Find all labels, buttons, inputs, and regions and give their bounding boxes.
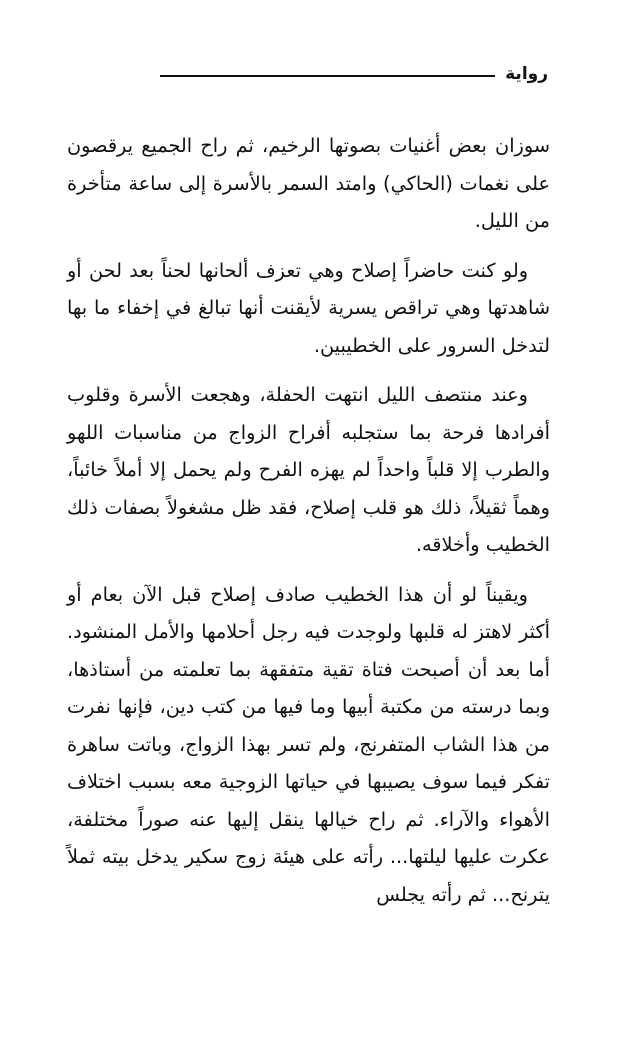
paragraph: وعند منتصف الليل انتهت الحفلة، وهجعت الأسرة وقلوب أفرادها فرحة بما ستجلبه أفراح الزواج من مناسبات اللهو والطرب إلا قلباً واحداً لم يهزه الفرح ولم يحمل إلا أملاً خائباً، وهماً ثقيلاً، ذلك هو قلب إصلاح، فقد ظل مشغولاً بصفات ذلك الخطيب وأخلاقه. [67,383,550,556]
header-rule [160,75,495,77]
running-header [160,62,548,86]
paragraph: سوزان بعض أغنيات بصوتها الرخيم، ثم راح الجميع يرقصون على نغمات (الحاكي) وامتد السمر بالأسرة إلى ساعة متأخرة من الليل. [67,134,550,232]
paragraph: ويقيناً لو أن هذا الخطيب صادف إصلاح قبل الآن بعام أو أكثر لاهتز له قلبها ولوجدت فيه رجل أحلامها والأمل المنشود. أما بعد أن أصبحت فتاة تقية متفقهة بما تعلمته من أستاذها، وبما درسته من مكتبة أبيها وما فيها من كتب دين، فإنها نفرت من هذا الشاب المتفرنج، ولم تسر بهذا الزواج، وباتت ساهرة تفكر فيما سوف يصيبها في حياتها الزوجية معه بسبب اختلاف الأهواء والآراء. ثم راح خيالها ينقل إليها عنه صوراً مختلفة، عكرت عليها ليلتها... رأته على هيئة زوج سكير يدخل بيته ثملاً يترنح... ثم رأته يجلس [67,582,550,906]
running-header-title: رواية [505,64,548,84]
paragraph: ولو كنت حاضراً إصلاح وهي تعزف ألحانها لحناً بعد لحن أو شاهدتها وهي تراقص يسرية لأيقنت أنها تبالغ في إخفاء ما بها لتدخل السرور على الخطيبين. [67,258,550,357]
body-text [67,127,550,925]
